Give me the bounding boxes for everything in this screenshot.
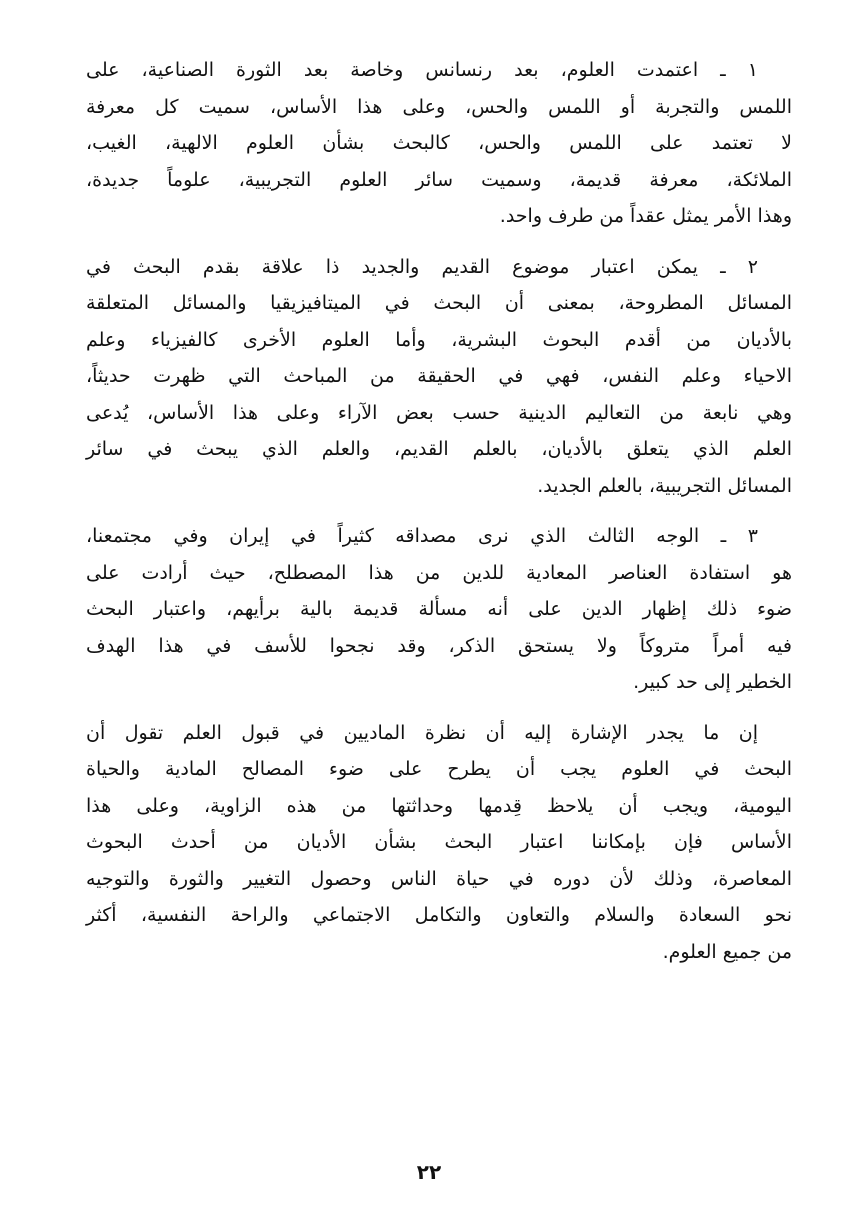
text-line: اليومية، ويجب أن يلاحظ قِدمها وحداثتها من هذه الزاوية، وعلى هذا [86, 794, 792, 817]
text-line: الخطير إلى حد كبير. [633, 671, 792, 693]
text-line: نحو السعادة والسلام والتعاون والتكامل الاجتماعي والراحة النفسية، أكثر [86, 904, 792, 926]
paragraph [86, 249, 792, 505]
text-line: العلم الذي يتعلق بالأديان، بالعلم القديم، والعلم الذي يبحث في سائر [86, 438, 792, 460]
page-number: ٢٢ [416, 1160, 442, 1184]
text-line: المسائل المطروحة، بمعنى أن البحث في الميتافيزيقيا والمسائل المتعلقة [86, 292, 792, 314]
text-line: اللمس والتجربة أو اللمس والحس، وعلى هذا الأساس، سميت كل معرفة [86, 95, 792, 118]
text-line: ١ ـ اعتمدت العلوم، بعد رنسانس وخاصة بعد الثورة الصناعية، على [86, 59, 758, 81]
paragraph [86, 52, 792, 235]
page-body [86, 52, 792, 984]
text-line: هو استفادة العناصر المعادية للدين من هذا المصطلح، حيث أرادت على [86, 561, 792, 584]
text-line: الاحياء وعلم النفس، فهي في الحقيقة من المباحث التي ظهرت حديثاً، [86, 365, 792, 387]
text-line: ٢ ـ يمكن اعتبار موضوع القديم والجديد ذا علاقة بقدم البحث في [86, 255, 758, 278]
text-line: الملائكة، معرفة قديمة، وسميت سائر العلوم التجريبية، علوماً جديدة، [86, 168, 792, 191]
text-line: ضوء ذلك إظهار الدين على أنه مسألة قديمة بالية برأيهم، واعتبار البحث [86, 598, 792, 620]
text-line: إن ما يجدر الإشارة إليه أن نظرة الماديين في قبول العلم تقول أن [86, 721, 758, 744]
text-line: وهذا الأمر يمثل عقداً من طرف واحد. [499, 205, 792, 227]
paragraph [86, 715, 792, 971]
text-line: المسائل التجريبية، بالعلم الجديد. [537, 474, 792, 497]
text-line: الأساس فإن بإمكاننا اعتبار البحث بشأن الأديان من أحدث البحوث [86, 831, 792, 853]
text-line: ٣ ـ الوجه الثالث الذي نرى مصداقه كثيراً في إيران وفي مجتمعنا، [86, 525, 758, 547]
text-line: البحث في العلوم يجب أن يطرح على ضوء المصالح المادية والحياة [86, 758, 792, 780]
text-line: بالأديان من أقدم البحوث البشرية، وأما العلوم الأخرى كالفيزياء وعلم [86, 328, 792, 351]
text-line: وهي نابعة من التعاليم الدينية حسب بعض الآراء وعلى هذا الأساس، يُدعى [86, 401, 792, 424]
text-line: لا تعتمد على اللمس والحس، كالبحث بشأن العلوم الالهية، الغيب، [86, 132, 792, 154]
text-line: فيه أمراً متروكاً ولا يستحق الذكر، وقد نجحوا للأسف في هذا الهدف [86, 634, 792, 657]
text-line: المعاصرة، وذلك لأن دوره في حياة الناس وحصول التغيير والثورة والتوجيه [86, 867, 792, 890]
paragraph [86, 518, 792, 701]
text-line: من جميع العلوم. [662, 940, 792, 963]
